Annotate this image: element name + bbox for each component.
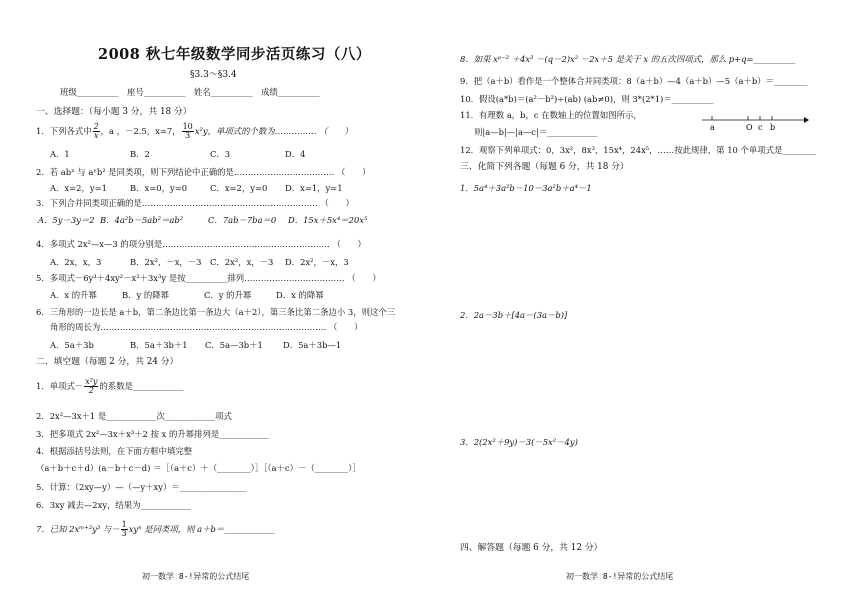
simplify-2: 2．2a－3b＋[4a－(3a－b)] [460,310,568,320]
question-3: 3．下列合并同类项正确的是……………………………………………………… （ ） [36,198,354,208]
question-5-option-a: A．x 的升幂 [50,290,97,300]
question-1-option-d: D．4 [285,149,306,159]
question-4-option-b: B．2x²，－x，－3 [130,257,202,267]
fill-3: 3．把多项式 2x²—3x＋x³＋2 按 x 的升幂排列是____________ [36,429,270,439]
question-4-option-a: A．2x，x，3 [50,257,102,267]
simplify-3: 3．2(2x²＋9y)－3(－5x²－4y) [460,437,578,447]
question-3-option-c: C．7ab－7ba＝0 [208,215,277,225]
simplify-1: 1．5a⁴＋3a²b－10－3a²b＋a⁴－1 [460,183,592,193]
question-2-option-d: D．x=1，y=1 [285,183,343,193]
fill-7: 7．已知 2xᵐ⁺²y³ 与－ $\frac{1}{3}$ xyⁿ 是同类项，则 a＋b＝____________ [36,520,275,538]
fill-1: 1．单项式－ $\frac{\text{x²y}}{2}$ 的系数是____________ [36,377,184,395]
fill-10: 10．假设(a*b)＝(a²－b²)÷(ab) (ab≠0)，则 3*(2*1)＝__________ [460,94,714,104]
question-6-option-d: D．5a＋3b—1 [283,340,342,350]
fill-11-line-1: 11．有理数 a，b，c 在数轴上的位置如图所示， [460,110,642,120]
fill-4: 4．根据添括号法则，在下面方框中填完整 [36,446,193,456]
question-1-option-b: B．2 [130,149,150,159]
question-3-option-a: A．5y－3y＝2 [38,215,95,225]
question-5-option-d: D．x 的降幂 [276,290,324,300]
question-2: 2．若 abˣ 与 aʸb² 是同类项，则下列结论中正确的是……………………………… （ ） [36,167,371,177]
section-range: §3.3～§3.4 [190,70,237,80]
question-2-option-c: C．x=2，y=0 [210,183,268,193]
section-fill-heading: 二、填空题（每题 2 分，共 24 分） [36,357,179,367]
question-5: 5．多项式－6y³＋4xy²－x²＋3x³y 是按__________排列……………………………… （ ） [36,273,381,283]
number-line-diagram [700,112,810,134]
right-footer: 初一数学 8-!异常的公式结尾 [566,572,674,581]
question-1: 1．下列各式中 $\frac{2}{x}$ ，a ，－2.5，x=7， $\frac{10}{3}$ x²y，单项式的个数为…………… （ ） [36,122,353,140]
fill-12: 12．观察下列单项式：0，3x²，8x³，15x⁴，24x⁵，……按此规律，第 10 个单项式是________ [460,145,816,155]
question-2-option-a: A．x=2，y=1 [50,183,107,193]
question-3-option-b: B．4a²b－5ab²＝ab² [100,215,184,225]
fill-11-line-2: 则|a—b|—|a—c|＝____________ [474,127,598,137]
question-6-option-a: A．5a＋3b [50,340,94,350]
fill-5: 5．计算：（2xy—y）—（—y＋xy）＝________________ [36,482,247,492]
fill-6: 6．3xy 减去—2xy，结果为____________ [36,500,191,510]
fill-4-expression: （a＋b＋c＋d）(a－b＋c－d) ＝［（a＋c）＋（________）］［（a＋c）－（________）］ [36,463,361,473]
question-5-option-c: C．y 的升幂 [204,290,252,300]
question-3-option-d: D．15x＋5x⁴＝20x⁵ [288,215,368,225]
question-2-option-b: B．x=0，y=0 [130,183,188,193]
question-4-option-c: C．2x²，x，－3 [210,257,274,267]
section-solve-heading: 四、解答题（每题 6 分，共 12 分） [460,543,603,553]
student-info-line: 班级__________ 座号__________ 姓名__________ 成绩__________ [60,87,320,97]
number-line-arrow [804,117,809,123]
question-6-line-2: 角形的周长为……………………………………………………………………… （ ） [50,322,363,332]
question-6-line-1: 6．三角形的一边长是 a＋b，第二条边比第一条边大（a＋2），第三条比第二条边小 3，则这个三 [36,307,396,317]
question-6-option-c: C．5a—3b＋1 [205,340,263,350]
section-choice-heading: 一、选择题：（每小题 3 分，共 18 分） [36,107,192,117]
number-line-label-c: c [758,123,763,132]
fill-8: 8．如果 xᵖ⁻² ＋4x³ －(q－2)x² －2x＋5 是关于 x 的五次四项式，那么 p+q=__________ [460,54,796,64]
number-line-label-o: O [746,123,753,132]
question-1-option-a: A．1 [50,149,70,159]
fill-2: 2．2x²—3x＋1 是____________次____________项式 [36,411,232,421]
question-6-option-b: B．5a＋3b＋1 [130,340,188,350]
question-1-option-c: C．3 [210,149,231,159]
question-4-option-d: D．2x²，－x，3 [285,257,349,267]
fill-9: 9．把（a＋b）看作是一个整体合并同类项：8（a＋b）—4（a＋b）—5（a＋b）＝________ [460,76,808,86]
number-line-label-a: a [710,123,715,132]
section-simplify-heading: 三、化简下列各题（每题 6 分，共 18 分） [460,162,629,172]
number-line-label-b: b [770,123,776,132]
left-footer: 初一数学 8-!异常的公式结尾 [142,572,250,581]
page-title: 2008 秋七年级数学同步活页练习（八） [98,46,371,63]
question-5-option-b: B．y 的降幂 [122,290,170,300]
question-4: 4．多项式 2x²—x—3 的项分别是…………………………………………………… （ ） [36,239,366,249]
